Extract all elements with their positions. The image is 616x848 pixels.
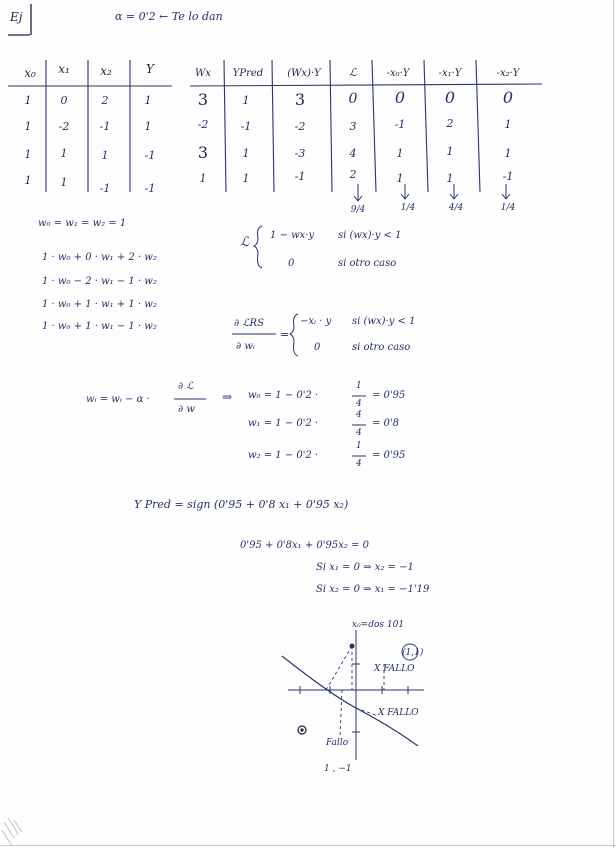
loss-case-cond: si otro caso [338,258,397,269]
sketch-point-marker [350,644,355,649]
table-cell: 1 [60,176,68,189]
list-item: 1 · w₀ − 2 · w₁ − 1 · w₂ [42,276,157,287]
table-cell: 1 [24,94,32,107]
table-cell: 1 [144,94,152,107]
list-item: 1 · w₀ + 1 · w₁ − 1 · w₂ [42,321,157,332]
table-cell: 3 [294,90,306,109]
table-right-header-line [190,84,542,86]
table-cell: 3 [197,90,209,109]
table-right-header: YPred [232,68,264,79]
table-cell: 1 [101,149,109,162]
update-lhs: w₂ = 1 − 0'2 · [248,450,319,461]
update-num: 1 [356,441,362,451]
table-cell: 1 [504,147,512,160]
gradient-case-expr: −xᵢ · y [300,316,332,327]
table-left-header: x₀ [24,66,36,80]
table-cell: 4 [349,147,357,160]
table-cell: 1 [446,145,454,158]
table-right-col-line [272,60,274,192]
table-right-header: (Wx)·Y [287,68,321,79]
update-num: 4 [356,410,362,420]
boundary-equation: 0'95 + 0'8x₁ + 0'95x₂ = 0 [240,540,370,551]
gradient-case-cond: si otro caso [352,342,411,353]
update-rhs: = 0'8 [372,418,400,429]
table-cell: 1 [199,172,207,185]
update-den: 4 [356,428,362,438]
column-average: 1/4 [400,203,416,213]
column-average: 9/4 [350,205,366,215]
sketch-boundary-line [282,656,418,746]
table-cell: -2 [197,118,209,131]
table-left-header: Y [146,62,154,76]
table-cell: -3 [294,147,306,160]
list-item: 1 · w₀ + 0 · w₁ + 2 · w₂ [42,252,157,263]
gradient-brace-stroke [290,314,298,356]
table-cell: -1 [99,120,111,133]
table-right-col-line [424,60,428,192]
down-arrow-stroke [401,184,409,199]
table-right-header: ℒ [349,66,357,79]
table-cell: 1 [24,148,32,161]
table-cell: 1 [396,172,404,185]
table-cell: 0 [444,88,456,107]
table-cell: -1 [144,149,156,162]
table-cell: -1 [99,182,111,195]
update-rule-lhs: wᵢ = wᵢ − α · [86,394,150,405]
gradient-case-cond: si (wx)·y < 1 [352,316,416,327]
update-den: 4 [356,399,362,409]
table-cell: -1 [144,182,156,195]
sketch-label-fallo: Fallo [326,738,349,748]
table-cell: -2 [58,120,70,133]
sketch-label-fallo: X FALLO [378,708,419,718]
table-right-header: -x₂·Y [496,68,520,79]
down-arrow-stroke [502,184,510,199]
table-cell: -1 [502,170,514,183]
sketch-label-top: x₀=dos 101 [352,620,405,630]
sketch-circle-marker [402,644,418,660]
sketch-point-marker [300,728,303,731]
down-arrow-stroke [450,184,458,199]
table-right-header: -x₀·Y [386,68,410,79]
loss-case-expr: 1 − wx·y [270,230,315,241]
table-cell: 1 [242,147,250,160]
init-weights: w₀ = w₁ = w₂ = 1 [38,218,127,229]
table-cell: 2 [101,94,109,107]
learning-rate-note: α = 0'2 ← Te lo dan [115,10,223,23]
table-cell: 1 [504,118,512,131]
table-cell: 0 [502,88,514,107]
table-cell: 3 [349,120,357,133]
table-cell: 1 [144,120,152,133]
table-right-col-line [330,60,332,192]
down-arrow-stroke [354,184,362,201]
table-cell: 0 [60,94,68,107]
boundary-case: Si x₁ = 0 ⇒ x₂ = −1 [316,562,414,573]
boundary-case: Si x₂ = 0 ⇒ x₁ = −1'19 [316,584,430,595]
table-cell: 1 [396,147,404,160]
update-lhs: w₁ = 1 − 0'2 · [248,418,319,429]
sketch-label-fallo: X FALLO [374,664,415,674]
update-rule-frac-num: ∂ ℒ [178,381,194,392]
prediction-formula: Y Pred = sign (0'95 + 0'8 x₁ + 0'95 x₂) [134,498,349,511]
table-cell: 2 [349,168,357,181]
sketch-label-point: (1,1) [402,648,424,658]
sketch-dashed-line [326,646,352,690]
table-cell: 1 [24,120,32,133]
table-cell: 1 [242,94,250,107]
table-cell: -1 [294,170,306,183]
table-cell: -2 [294,120,306,133]
update-rhs: = 0'95 [372,390,406,401]
table-right-col-line [224,60,226,192]
update-rule-frac-den: ∂ w [178,404,195,415]
gradient-equals-sign: = [280,328,290,341]
table-cell: 0 [394,88,406,107]
loss-brace-stroke [254,226,262,268]
update-num: 1 [356,381,362,391]
table-left-header: x₂ [100,64,112,78]
table-cell: 3 [197,143,209,162]
table-right-col-line [476,60,480,192]
table-left-header: x₁ [58,62,70,76]
table-cell: 2 [446,117,454,130]
sketch-dashed-line [340,690,342,736]
list-item: 1 · w₀ + 1 · w₁ + 1 · w₂ [42,299,157,310]
update-den: 4 [356,459,362,469]
exercise-label: Ej [10,10,23,24]
loss-case-expr: 0 [288,258,295,269]
table-cell: 1 [446,172,454,185]
corner-scribble [2,818,22,846]
update-lhs: w₀ = 1 − 0'2 · [248,390,319,401]
table-cell: -1 [394,118,406,131]
loss-case-cond: si (wx)·y < 1 [338,230,402,241]
table-right-header: Wx [195,68,211,79]
table-cell: -1 [240,120,252,133]
loss-symbol: ℒ [240,235,250,250]
update-rhs: = 0'95 [372,450,406,461]
gradient-numerator: ∂ ℒRS [234,318,264,329]
table-cell: 0 [348,91,358,107]
table-cell: 1 [60,147,68,160]
column-average: 4/4 [448,203,464,213]
gradient-denominator: ∂ wᵢ [236,341,255,352]
gradient-case-expr: 0 [314,342,321,353]
table-cell: 1 [24,174,32,187]
implies-arrow: ⇒ [222,390,233,404]
column-average: 1/4 [500,203,516,213]
table-right-col-line [372,60,376,192]
sketch-label-bottom: 1 , −1 [324,764,352,774]
exercise-box-stroke [8,4,31,35]
table-cell: 1 [242,172,250,185]
table-right-header: -x₁·Y [438,68,462,79]
